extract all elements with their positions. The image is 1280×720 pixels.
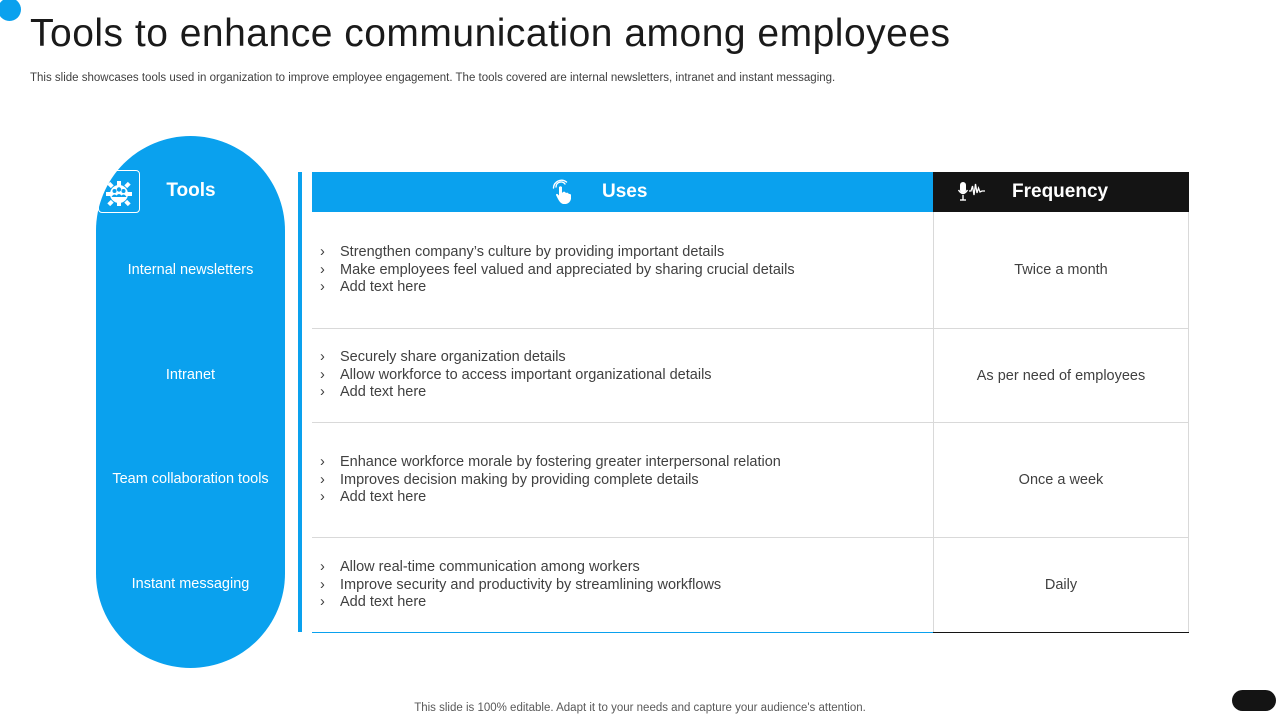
frequency-cell: Daily <box>933 538 1189 632</box>
frequency-cell: As per need of employees <box>933 329 1189 422</box>
page-subtitle: This slide showcases tools used in organization to improve employee engagement. The tools covered are internal newsletters, intranet and instant messaging. <box>30 72 836 84</box>
page-title: Tools to enhance communication among employees <box>30 12 951 55</box>
tool-label: Team collaboration tools <box>112 471 269 487</box>
column-divider-bar <box>298 172 302 632</box>
tool-label: Instant messaging <box>131 576 250 592</box>
list-item: › Add text here <box>320 384 427 401</box>
table-bottom-line-frequency <box>933 632 1189 633</box>
list-item: › Add text here <box>320 279 427 296</box>
table-row <box>312 329 1189 423</box>
frequency-cell: Once a week <box>933 423 1189 537</box>
tools-header: Tools <box>166 180 216 201</box>
table-row <box>312 423 1189 538</box>
frequency-header-label: Frequency <box>1012 181 1109 202</box>
frequency-header <box>933 172 1189 212</box>
corner-pill-decoration <box>1232 690 1276 711</box>
uses-list <box>320 454 781 507</box>
uses-list <box>320 559 721 612</box>
uses-list <box>320 349 712 402</box>
tool-label: Intranet <box>165 367 216 383</box>
uses-header-label: Uses <box>602 181 648 202</box>
list-item: › Allow workforce to access important organizational details <box>320 366 712 383</box>
microphone-wave-icon <box>957 180 987 209</box>
list-item: › Make employees feel valued and appreciated by sharing crucial details <box>320 261 795 278</box>
list-item: › Improves decision making by providing complete details <box>320 471 699 488</box>
list-item: › Improve security and productivity by streamlining workflows <box>320 576 722 593</box>
uses-header <box>312 172 933 212</box>
gear-people-icon <box>98 170 140 213</box>
list-item: › Strengthen company’s culture by providing important details <box>320 244 725 260</box>
frequency-cell: Twice a month <box>933 212 1189 328</box>
table-bottom-line-uses <box>312 632 933 633</box>
tool-label: Internal newsletters <box>127 262 254 278</box>
list-item: › Allow real-time communication among workers <box>320 559 640 575</box>
list-item: › Add text here <box>320 489 427 506</box>
list-item: › Enhance workforce morale by fostering greater interpersonal relation <box>320 454 781 470</box>
list-item: › Add text here <box>320 594 427 611</box>
corner-dot-decoration <box>0 0 21 21</box>
footer-note: This slide is 100% editable. Adapt it to your needs and capture your audience's attention. <box>414 702 866 714</box>
uses-list <box>320 244 795 297</box>
table-row <box>312 538 1189 632</box>
touch-hand-icon <box>550 179 576 210</box>
list-item: › Securely share organization details <box>320 349 566 365</box>
table-row <box>312 212 1189 329</box>
